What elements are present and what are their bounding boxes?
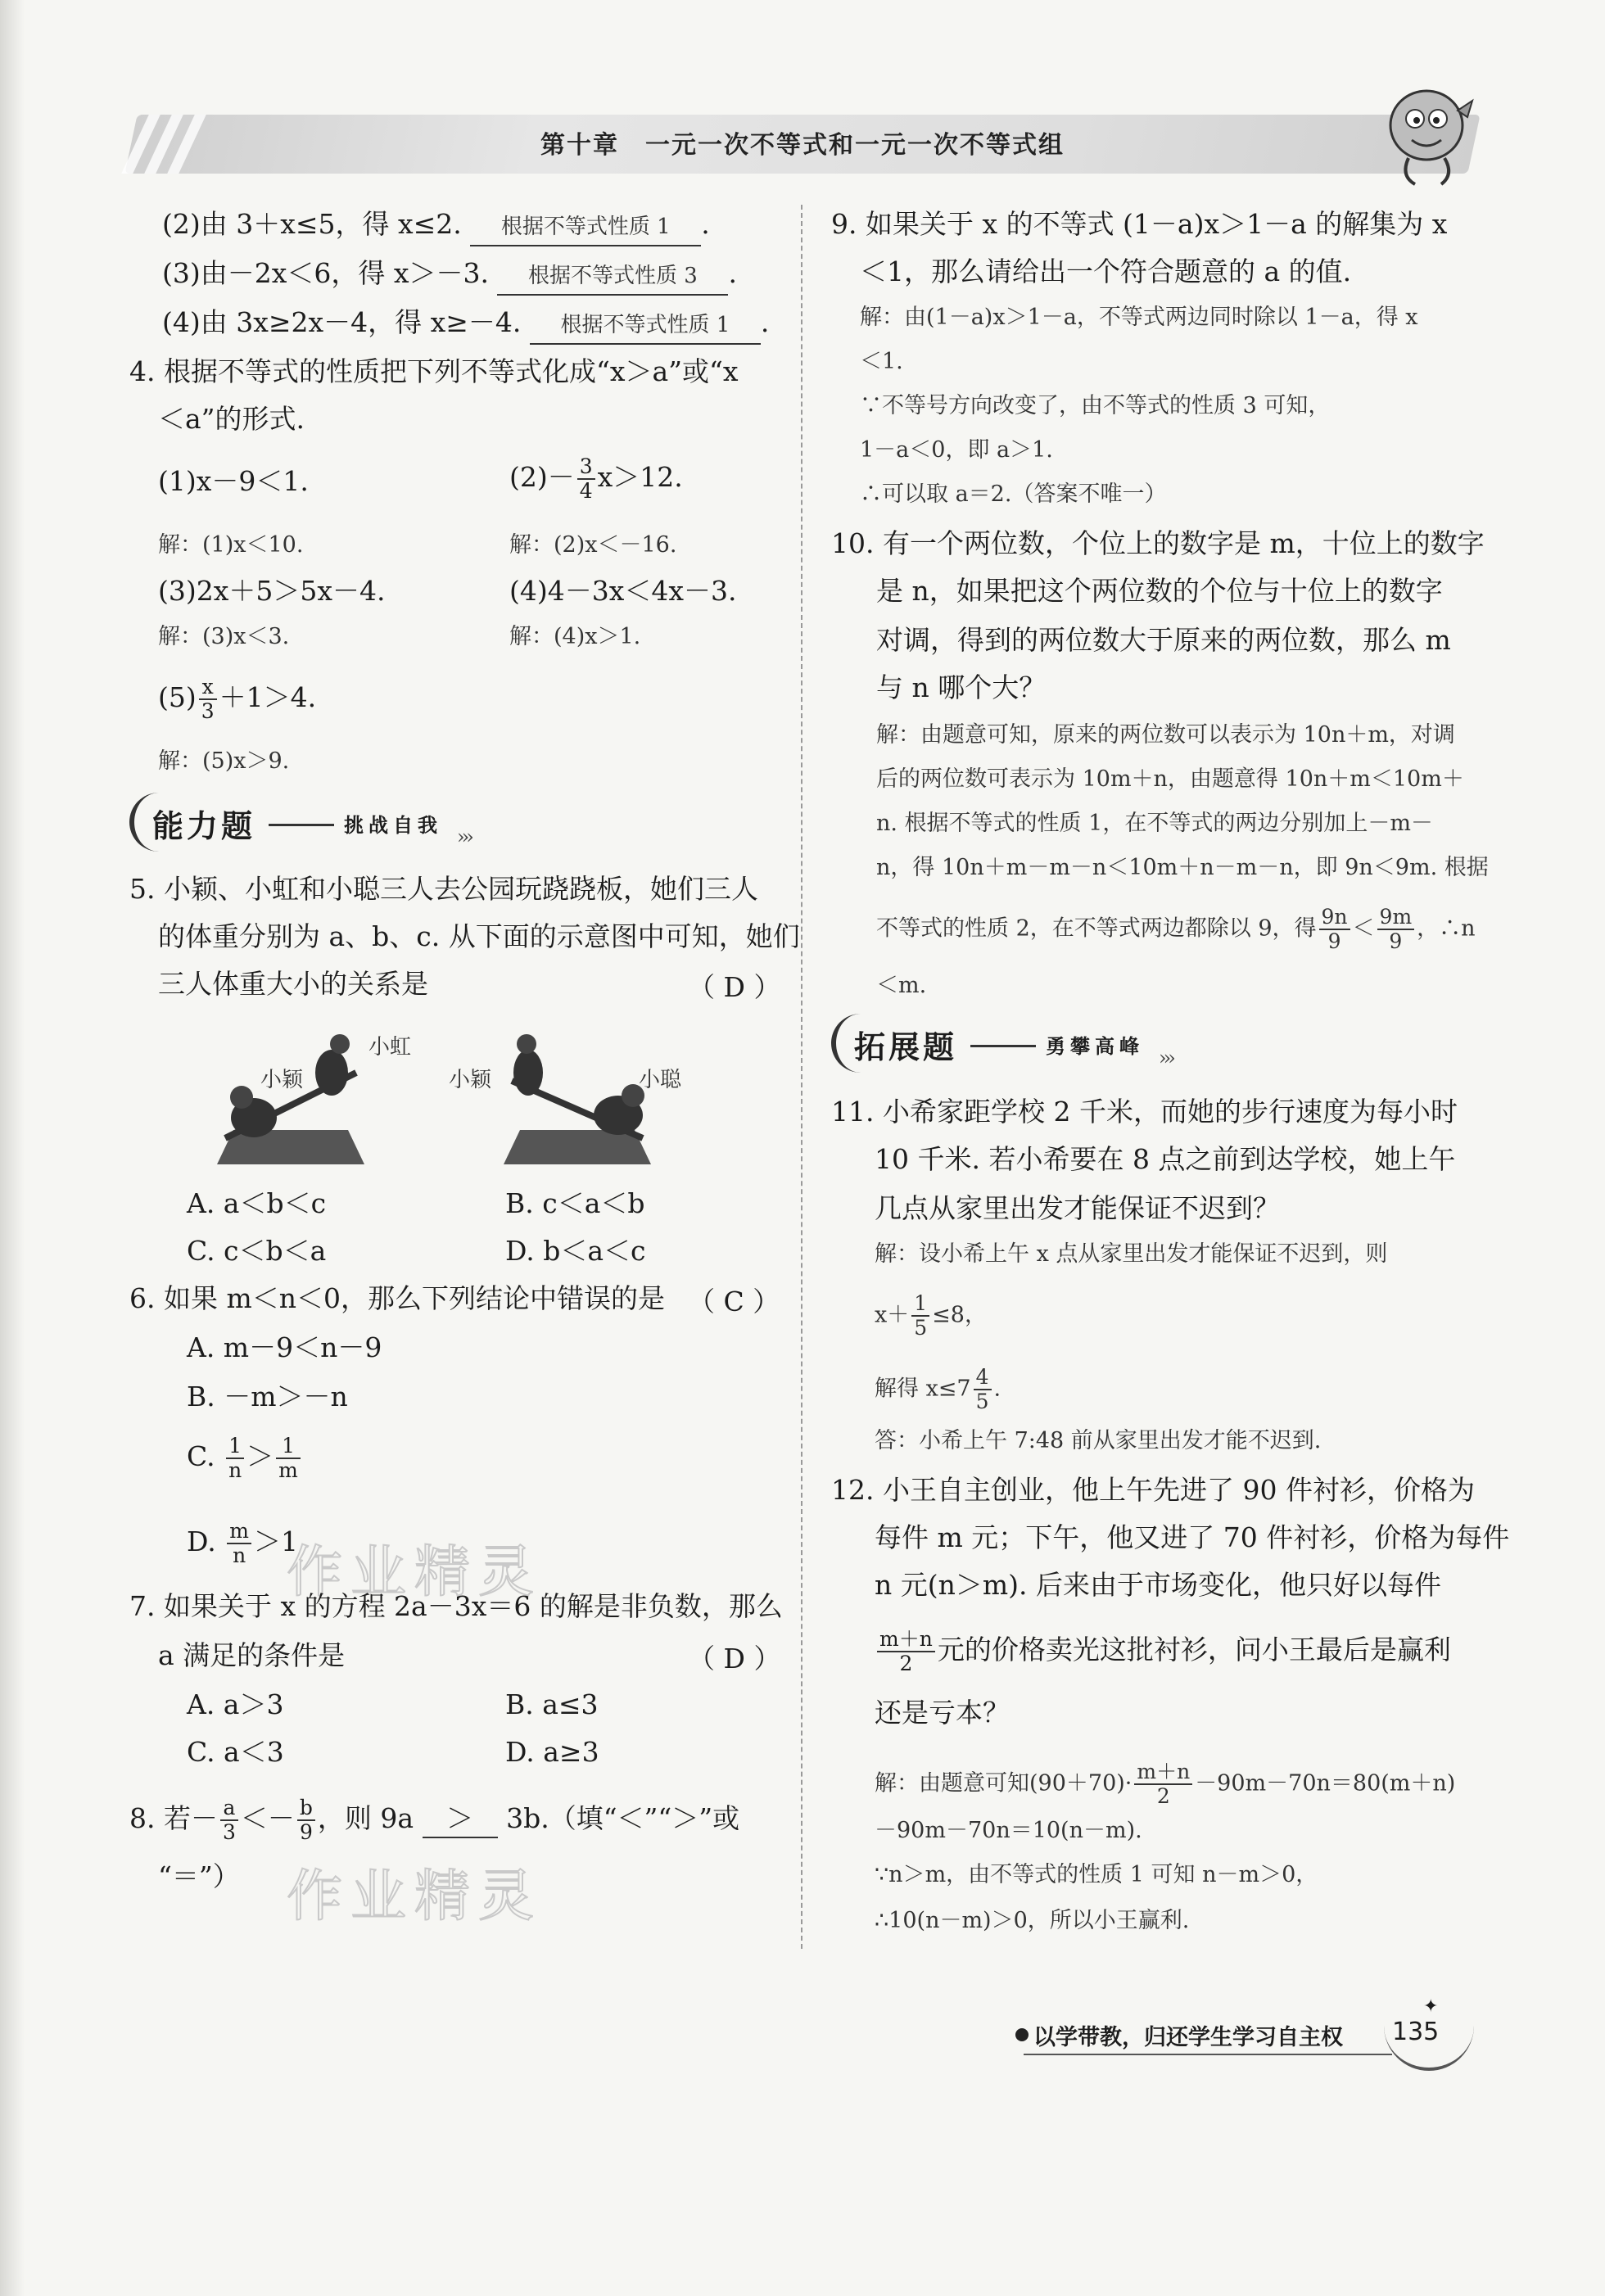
footer-bullet-icon bbox=[1015, 2028, 1029, 2041]
q10-solution-2: 后的两位数可表示为 10m＋n，由题意得 10n＋m＜10m＋ bbox=[876, 766, 1464, 792]
q3-part3: (3)由－2x＜6，得 x＞－3. 根据不等式性质 3 . bbox=[162, 255, 737, 296]
q12-solution-2: －90m－70n＝10(n－m). bbox=[875, 1818, 1142, 1843]
q5-option-d: D. b＜a＜c bbox=[505, 1235, 646, 1267]
q4-item3: (3)2x＋5＞5x－4. bbox=[158, 575, 386, 607]
q12-stem-line4: $\frac{m+n}{2}$ 元的价格卖光这批衬衫，问小王最后是赢利 bbox=[875, 1628, 1451, 1675]
q7-option-a: A. a＞3 bbox=[187, 1688, 284, 1720]
q10-stem-line2: 是 n，如果把这个两位数的个位与十位上的数字 bbox=[876, 575, 1443, 607]
q9-solution-1: 解：由(1－a)x＞1－a，不等式两边同时除以 1－a，得 x bbox=[860, 305, 1418, 330]
q12-solution-1: 解：由题意可知(90＋70)· $\frac{m+n}{2}$ －90m－70n＝80(m＋n) bbox=[875, 1760, 1456, 1808]
fig-right-label-a: 小颖 bbox=[449, 1068, 492, 1092]
q4-stem-line2: ＜a”的形式. bbox=[158, 403, 305, 435]
watermark-2: 作业精灵 bbox=[287, 1864, 543, 1929]
q10-solution-5: 不等式的性质 2，在不等式两边都除以 9，得 $\frac{9n}{9}$ ＜ $\frac{9m}{9}$ ，∴n bbox=[876, 905, 1476, 953]
q9-solution-2: ＜1. bbox=[860, 349, 903, 374]
q3-part2-answer: 根据不等式性质 1 bbox=[470, 209, 701, 246]
q6-answer: （ C ） bbox=[688, 1286, 780, 1317]
q8-stem: 8. 若－ $\frac{a}{3}$ ＜－ $\frac{b}{9}$ ，则 9a ＞ 3b.（填“＜”“＞”或 bbox=[129, 1796, 740, 1844]
q11-stem-line2: 10 千米. 若小希要在 8 点之前到达学校，她上午 bbox=[875, 1143, 1456, 1175]
section-ability-title: 能力题 bbox=[152, 808, 256, 844]
q4-item3-solution: 解：(3)x＜3. bbox=[158, 624, 290, 649]
q7-stem-line1: 7. 如果关于 x 的方程 2a－3x＝6 的解是非负数，那么 bbox=[129, 1590, 783, 1622]
q5-stem-line3: 三人体重大小的关系是 bbox=[158, 968, 428, 1000]
q5-option-b: B. c＜a＜b bbox=[505, 1187, 645, 1219]
q7-stem-line2: a 满足的条件是 bbox=[158, 1639, 346, 1671]
q10-stem-line3: 对调，得到的两位数大于原来的两位数，那么 m bbox=[876, 624, 1451, 656]
q11-stem-line1: 11. 小希家距学校 2 千米，而她的步行速度为每小时 bbox=[831, 1096, 1458, 1128]
q10-solution-4: n，得 10n＋m－m－n＜10m＋n－m－n，即 9n＜9m. 根据 bbox=[876, 855, 1489, 880]
seesaw-figure-right bbox=[495, 1024, 659, 1167]
fig-right-label-b: 小聪 bbox=[639, 1068, 682, 1092]
q9-solution-5: ∴可以取 a＝2.（答案不唯一） bbox=[860, 481, 1167, 507]
q4-item4: (4)4－3x＜4x－3. bbox=[509, 575, 737, 607]
star-icon: ✦ bbox=[1423, 1996, 1439, 2017]
q7-option-c: C. a＜3 bbox=[187, 1736, 284, 1768]
q12-solution-3: ∵n＞m，由不等式的性质 1 可知 n－m＞0， bbox=[875, 1862, 1318, 1887]
q4-item2-solution: 解：(2)x＜－16. bbox=[509, 532, 677, 558]
q12-stem-line1: 12. 小王自主创业，他上午先进了 90 件衬衫，价格为 bbox=[831, 1474, 1475, 1506]
section-extension-title: 拓展题 bbox=[854, 1029, 958, 1065]
fig-left-label-a: 小颖 bbox=[260, 1068, 304, 1092]
q10-solution-1: 解：由题意可知，原来的两位数可以表示为 10n＋m，对调 bbox=[876, 722, 1455, 748]
q12-stem-line3: n 元(n＞m). 后来由于市场变化，他只好以每件 bbox=[875, 1569, 1442, 1601]
q11-stem-line3: 几点从家里出发才能保证不迟到？ bbox=[875, 1192, 1280, 1224]
fig-left-label-b: 小虹 bbox=[368, 1035, 412, 1060]
q10-stem-line1: 10. 有一个两位数，个位上的数字是 m，十位上的数字 bbox=[831, 527, 1485, 559]
footer-rule bbox=[1024, 2054, 1392, 2055]
section-ability: 能力题 挑战自我 ››› bbox=[129, 793, 490, 852]
q9-solution-3: ∵不等号方向改变了，由不等式的性质 3 可知， bbox=[860, 393, 1331, 418]
q12-stem-line2: 每件 m 元；下午，他又进了 70 件衬衫，价格为每件 bbox=[875, 1521, 1510, 1553]
q7-option-d: D. a≥3 bbox=[505, 1736, 599, 1768]
q11-solution-3: 解得 x≤7 $\frac{4}{5}$ . bbox=[875, 1365, 1001, 1413]
q3-part4: (4)由 3x≥2x－4，得 x≥－4. 根据不等式性质 1 . bbox=[162, 305, 769, 345]
section-extension: 拓展题 勇攀高峰 ››› bbox=[831, 1014, 1191, 1073]
q6-option-b: B. －m＞－n bbox=[187, 1381, 348, 1412]
page-edge bbox=[0, 0, 25, 2296]
q5-answer: （ D ） bbox=[688, 971, 781, 1003]
watermark: 作业精灵 bbox=[287, 1540, 543, 1605]
q7-option-b: B. a≤3 bbox=[505, 1688, 599, 1720]
q12-stem-line5: 还是亏本？ bbox=[875, 1697, 1010, 1729]
q4-item5: (5) $\frac{x}{3}$ ＋1＞4. bbox=[158, 675, 317, 723]
q10-solution-3: n. 根据不等式的性质 1，在不等式的两边分别加上－m－ bbox=[876, 811, 1433, 836]
q8-stem-line2: “＝”） bbox=[158, 1860, 240, 1892]
q4-stem-line1: 4. 根据不等式的性质把下列不等式化成“x＞a”或“x bbox=[129, 355, 739, 387]
q5-option-c: C. c＜b＜a bbox=[187, 1235, 327, 1267]
q9-solution-4: 1－a＜0，即 a＞1. bbox=[860, 437, 1053, 463]
q4-item4-solution: 解：(4)x＞1. bbox=[509, 624, 641, 649]
page-number: 135 bbox=[1392, 2018, 1440, 2046]
q3-part4-answer: 根据不等式性质 1 bbox=[530, 307, 761, 345]
q6-option-d: D. $\frac{m}{n}$ ＞1 bbox=[187, 1519, 298, 1567]
q5-option-a: A. a＜b＜c bbox=[187, 1187, 327, 1219]
q6-option-c: C. $\frac{1}{n}$ ＞ $\frac{1}{m}$ bbox=[187, 1435, 303, 1482]
q9-stem-line2: ＜1，那么请给出一个符合题意的 a 的值. bbox=[860, 255, 1352, 287]
q6-option-a: A. m－9＜n－9 bbox=[187, 1331, 382, 1363]
q11-solution-4: 答：小希上午 7:48 前从家里出发才能不迟到. bbox=[875, 1428, 1322, 1453]
q5-stem-line2: 的体重分别为 a、b、c. 从下面的示意图中可知，她们 bbox=[158, 920, 800, 952]
column-divider bbox=[801, 205, 802, 1949]
q10-stem-line4: 与 n 哪个大？ bbox=[876, 671, 1047, 703]
mascot-icon bbox=[1376, 78, 1482, 188]
q11-solution-1: 解：设小希上午 x 点从家里出发才能保证不迟到，则 bbox=[875, 1241, 1388, 1267]
q4-item5-solution: 解：(5)x＞9. bbox=[158, 748, 290, 774]
q12-solution-4: ∴10(n－m)＞0，所以小王赢利. bbox=[875, 1908, 1190, 1933]
q3-part2: (2)由 3＋x≤5，得 x≤2. 根据不等式性质 1 . bbox=[162, 206, 710, 246]
q4-item1-solution: 解：(1)x＜10. bbox=[158, 532, 304, 558]
q10-solution-6: ＜m. bbox=[876, 973, 927, 998]
q9-stem-line1: 9. 如果关于 x 的不等式 (1－a)x＞1－a 的解集为 x bbox=[831, 208, 1448, 240]
q8-answer: ＞ bbox=[423, 1801, 498, 1838]
q3-part3-answer: 根据不等式性质 3 bbox=[497, 258, 728, 296]
q4-item2: (2)－ $\frac{3}{4}$ x＞12. bbox=[509, 454, 683, 503]
seesaw-figure-left bbox=[209, 1024, 373, 1167]
section-extension-subtitle: 勇攀高峰 bbox=[1046, 1034, 1144, 1058]
q4-item1: (1)x－9＜1. bbox=[158, 465, 309, 497]
chapter-title: 第十章 一元一次不等式和一元一次不等式组 bbox=[540, 131, 1065, 160]
q11-solution-2: x＋ $\frac{1}{5}$ ≤8， bbox=[875, 1291, 987, 1340]
q7-answer: （ D ） bbox=[688, 1643, 781, 1675]
section-ability-subtitle: 挑战自我 bbox=[344, 813, 442, 837]
footer-slogan: 以学带教，归还学生学习自主权 bbox=[1033, 2025, 1343, 2050]
q5-stem-line1: 5. 小颖、小虹和小聪三人去公园玩跷跷板，她们三人 bbox=[129, 873, 758, 905]
q6-stem: 6. 如果 m＜n＜0，那么下列结论中错误的是 bbox=[129, 1282, 666, 1314]
